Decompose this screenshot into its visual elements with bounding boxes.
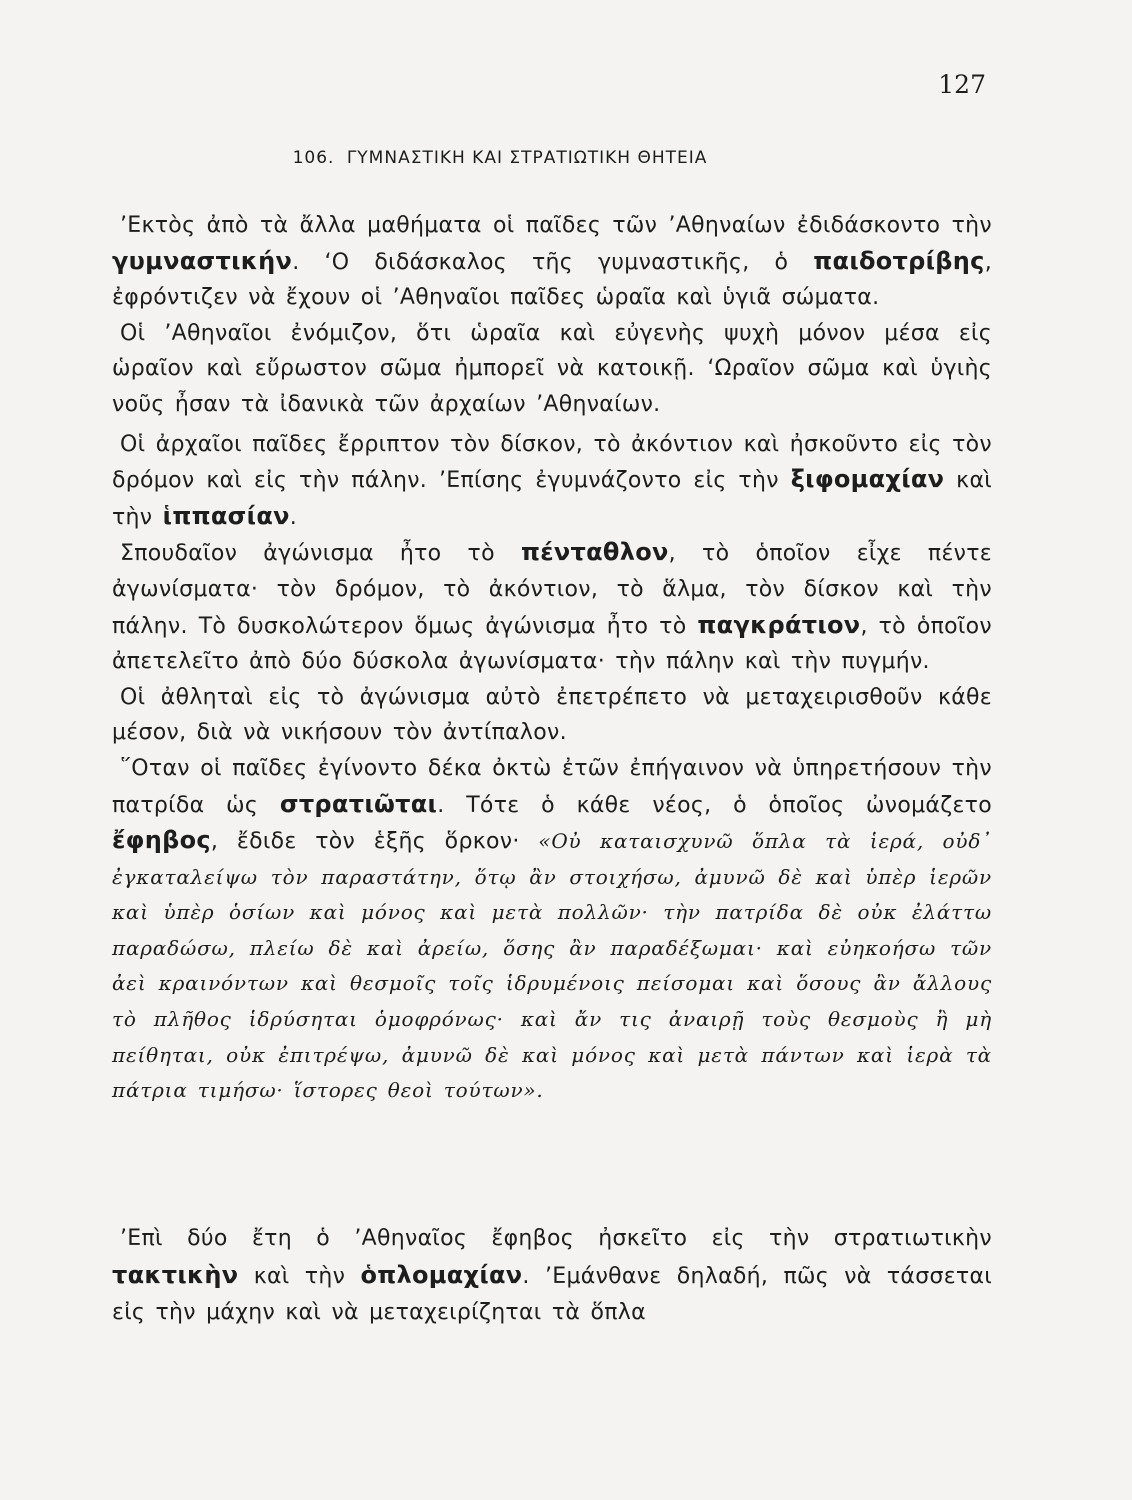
paragraph-text: , τὸ ὁποῖον εἶχε πέντε ἀγωνίσματα· τὸν δρόμον, τὸ ἀκόντιον, τὸ ἅλμα, τὸν δίσκον καὶ τὴν πάλην. Τὸ δυσκολώτερον ὅμως ἀγώνισμα ἦτο τὸ [112, 541, 992, 639]
bold-term: παιδοτρίβης [813, 246, 985, 275]
bold-term: ξιφομαχίαν [790, 465, 945, 494]
paragraph-text: . Τότε ὁ κάθε νέος, ὁ ὁποῖος ὠνομάζετο [437, 792, 992, 818]
bold-term: γυμναστικήν [112, 246, 293, 275]
body-text [112, 208, 992, 1109]
paragraph-7 [112, 1221, 992, 1331]
body-text-continued [112, 1221, 992, 1331]
page-number: 127 [938, 70, 986, 99]
paragraph-text: , ἐφρόντιζεν νὰ ἔχουν οἱ ’Αθηναῖοι παῖδες ὡραῖα καὶ ὑγιᾶ σώματα. [112, 249, 992, 311]
bold-term: ἔφηβος [112, 826, 211, 855]
bold-term: στρατιῶται [279, 789, 438, 818]
paragraph-5: Οἱ ἀθληταὶ εἰς τὸ ἀγώνισμα αὐτὸ ἐπετρέπετο νὰ μεταχειρισθοῦν κάθε μέσον, διὰ νὰ νικήσουν τὸν ἀντίπαλον. [112, 684, 992, 746]
bold-term: τακτικὴν [112, 1261, 239, 1289]
paragraph-text: Σπουδαῖον ἀγώνισμα ἦτο τὸ [120, 541, 521, 567]
bold-term: ὁπλομαχίαν [360, 1261, 523, 1289]
paragraph-text: , ἔδιδε τὸν ἑξῆς ὅρκον· [210, 829, 539, 855]
paragraph-text: ῞Οταν οἱ παῖδες ἐγίνοντο δέκα ὀκτὼ ἐτῶν ἐπήγαινον νὰ ὑπηρετήσουν τὴν πατρίδα ὡς [112, 755, 992, 818]
paragraph-text: . ‘Ο διδάσκαλος τῆς γυμναστικῆς, ὁ [292, 249, 814, 275]
section-number: 106. [292, 148, 335, 168]
paragraph-text: καὶ τὴν [238, 1264, 361, 1289]
paragraph-text: ’Εκτὸς ἀπὸ τὰ ἄλλα μαθήματα οἱ παῖδες τῶν ’Αθηναίων ἐδιδάσκοντο τὴν [120, 213, 992, 238]
paragraph-2: Οἱ ’Αθηναῖοι ἐνόμιζον, ὅτι ὡραῖα καὶ εὐγενὴς ψυχὴ μόνον μέσα εἰς ὡραῖον καὶ εὔρωστον σῶμα ἠμπορεῖ νὰ κατοικῇ. ‘Ωραῖον σῶμα καὶ ὑγιὴς νοῦς ἦσαν τὰ ἰδανικὰ τῶν ἀρχαίων ’Αθηναίων. [112, 320, 992, 417]
bold-term: παγκράτιον [697, 610, 861, 639]
paragraph-text: , τὸ ὁποῖον ἀπετελεῖτο ἀπὸ δύο δύσκολα ἀγωνίσματα· τὴν πάλην καὶ τὴν πυγμήν. [112, 613, 992, 675]
paragraph-text: ’Επὶ δύο ἔτη ὁ ’Αθηναῖος ἔφηβος ἠσκεῖτο εἰς τὴν στρατιωτικὴν [120, 1226, 992, 1251]
paragraph-text: Οἱ ἀρχαῖοι παῖδες ἔρριπτον τὸν δίσκον, τὸ ἀκόντιον καὶ ἠσκοῦντο εἰς τὸν δρόμον καὶ εἰς τὴν πάλην. ’Επίσης ἐγυμνάζοντο εἰς τὴν [112, 431, 992, 494]
paragraph-1 [112, 208, 992, 316]
bold-term: ἱππασίαν [162, 501, 290, 530]
paragraph-text: . [289, 504, 298, 530]
ephebic-oath-quote: «Οὐ καταισχυνῶ ὅπλα τὰ ἱερά, οὐδ᾽ ἐγκαταλείψω τὸν παραστάτην, ὅτῳ ἂν στοιχήσω, ἀμυνῶ δὲ καὶ ὑπὲρ ἱερῶν καὶ ὑπὲρ ὁσίων καὶ μόνος καὶ μετὰ πολλῶν· τὴν πατρίδα δὲ οὐκ ἐλάττω παραδώσω, πλείω δὲ καὶ ἀρείω, ὅσης ἂν παραδέξωμαι· καὶ εὐηκοήσω τῶν ἀεὶ κραινόντων καὶ θεσμοῖς τοῖς ἱδρυμένοις πείσομαι καὶ ὅσους ἂν ἄλλους τὸ πλῆθος ἱδρύσηται ὁμοφρόνως· καὶ ἄν τις ἀναιρῇ τοὺς θεσμοὺς ἢ μὴ πείθηται, οὐκ ἐπιτρέψω, ἀμυνῶ δὲ καὶ μόνος καὶ μετὰ πάντων καὶ ἱερὰ τὰ πάτρια τιμήσω· ἵστορες θεοὶ τούτων». [112, 829, 992, 1103]
section-heading [0, 148, 1000, 168]
section-title: ΓΥΜΝΑΣΤΙΚΗ ΚΑΙ ΣΤΡΑΤΙΩΤΙΚΗ ΘΗΤΕΙΑ [346, 148, 708, 168]
bold-term: πένταθλον [520, 538, 669, 567]
paragraph-3 [112, 427, 992, 536]
paragraph-text: καὶ τὴν [112, 468, 992, 530]
paragraph-6 [112, 751, 992, 1109]
paragraph-text: . ’Εμάνθανε δηλαδή, πῶς νὰ τάσσεται εἰς τὴν μάχην καὶ νὰ μεταχειρίζηται τὰ ὅπλα [112, 1264, 992, 1325]
paragraph-4 [112, 535, 992, 679]
